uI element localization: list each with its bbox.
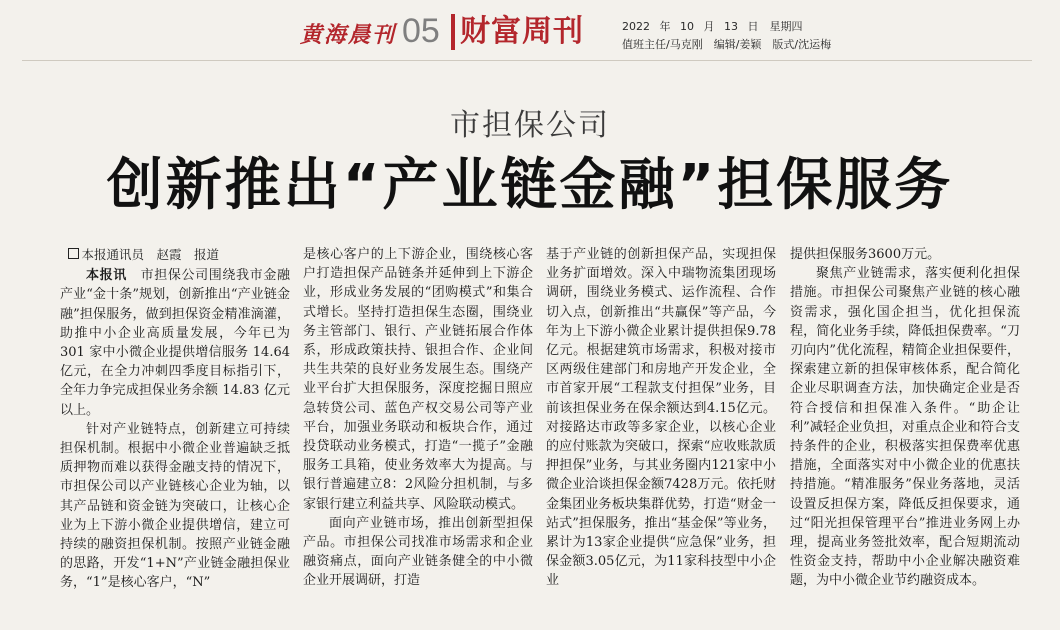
paragraph-text: 市担保公司围绕我市金融产业“金十条”规划，创新推出“产业链金融”担保服务，做到担保资金精准滴灌，助推中小企业高质量发展，今年已为 301 家中小微企业提供增信服务 14.64 亿元，在全力冲刺四季度目标指引下，全年力争完成担保业务余额 14.83 亿元以上。 (60, 268, 290, 418)
byline-text: 本报通讯员 赵霞 报道 (81, 247, 220, 262)
byline (60, 245, 290, 264)
article-column-3 (546, 245, 776, 625)
paragraph: 聚焦产业链需求，落实便利化担保措施。市担保公司聚焦产业链的核心融资需求，强化国企担当，优化担保流程，简化业务手续，降低担保费率。“刀刃向内”优化流程，精简企业担保要件，探索建立新的担保审核体系，配合简化企业尽职调查方法，加快确定企业是否符合授信和担保准入条件。“助企让利”减轻企业负担，对重点企业和符合支持条件的企业，积极落实担保费率优惠措施，全面落实对中小微企业的优惠扶持措施。“精准服务”保业务落地，灵活设置反担保方案，降低反担保要求，通过“阳光担保管理平台”推进业务网上办理，提高业务签批效率，配合短期流动性资金支持，帮助中小企业解决融资难题，为中小微企业节约融资成本。 (790, 266, 1020, 589)
section-title: 财富周刊 (460, 14, 584, 49)
paragraph: 基于产业链的创新担保产品，实现担保业务扩面增效。深入中瑞物流集团现场调研，围绕业务模式、运作流程、合作切入点，创新推出“共赢保”等产品，今年为上下游小微企业累计提供担保9.78亿元。根据建筑市场需求，积极对接市区两级住建部门和房地产开发企业，全市首家开展“工程款支付担保”业务，目前该担保业务在保余额达到4.15亿元。对接路达市政等多家企业，以核心企业的应付账款为突破口，探索“应收账款质押担保”业务，与其业务圈内121家中小微企业洽谈担保金额7428万元。依托财金集团业务板块集群优势，打造“财金一站式”担保服务，推出“基金保”等业务，累计为13家企业提供“应急保”业务，担保金额3.05亿元，为11家科技型中小企业 (546, 247, 776, 589)
paragraph: 面向产业链市场，推出创新型担保产品。市担保公司找准市场需求和企业融资痛点，面向产业链条健全的中小微企业开展调研，打造 (303, 515, 533, 589)
paragraph: 提供担保服务3600万元。 (790, 247, 941, 262)
issue-date: 2022 年 10 月 13 日 星期四 (622, 20, 803, 33)
paragraph: 针对产业链特点，创新建立可持续担保机制。根据中小微企业普遍缺乏抵质押物而难以获得金融支持的情况下，市担保公司以产业链核心企业为轴，以其产品链和资金链为突破口，让核心企业为上下游小微企业提供增信，建立可持续的融资担保机制。按照产业链金融的思路，开发“1+N”产业链金融担保业务，“1”是核心客户，“N” (60, 421, 290, 591)
article-column-4 (790, 245, 1020, 625)
article-headline: 创新推出“产业链金融”担保服务 (106, 153, 954, 218)
article-column-2 (303, 245, 533, 625)
newspaper-logo: 黄海晨刊 (300, 22, 397, 48)
paragraph (60, 266, 290, 420)
box-marker (68, 248, 79, 259)
section-divider (451, 14, 455, 50)
lead-label: 本报讯 (86, 268, 127, 284)
page-number: 05 (402, 12, 440, 50)
masthead (0, 0, 1060, 58)
article-kicker: 市担保公司 (450, 108, 610, 143)
article-column-1 (60, 245, 290, 625)
paragraph: 是核心客户的上下游企业，围绕核心客户打造担保产品链条并延伸到上下游企业，形成业务发展的“团购模式”和集合式增长。坚持打造担保生态圈，围绕业务主管部门、银行、产业链拓展合作体系，形成政策扶持、银担合作、企业间共生共荣的良好业务发展生态。围绕产业平台扩大担保服务，深度挖掘日照应急转贷公司、蓝色产权交易公司等产业平台，加强业务联动和板块合作，通过投贷联动业务模式，打造“一揽子”金融服务工具箱，使业务效率大为提高。与银行普遍建立8：2风险分担机制，与多家银行建立利益共享、风险联动模式。 (303, 247, 533, 512)
masthead-rule (22, 60, 1032, 61)
editor-credits: 值班主任/马克刚 编辑/姜颖 版式/沈运梅 (622, 38, 832, 51)
